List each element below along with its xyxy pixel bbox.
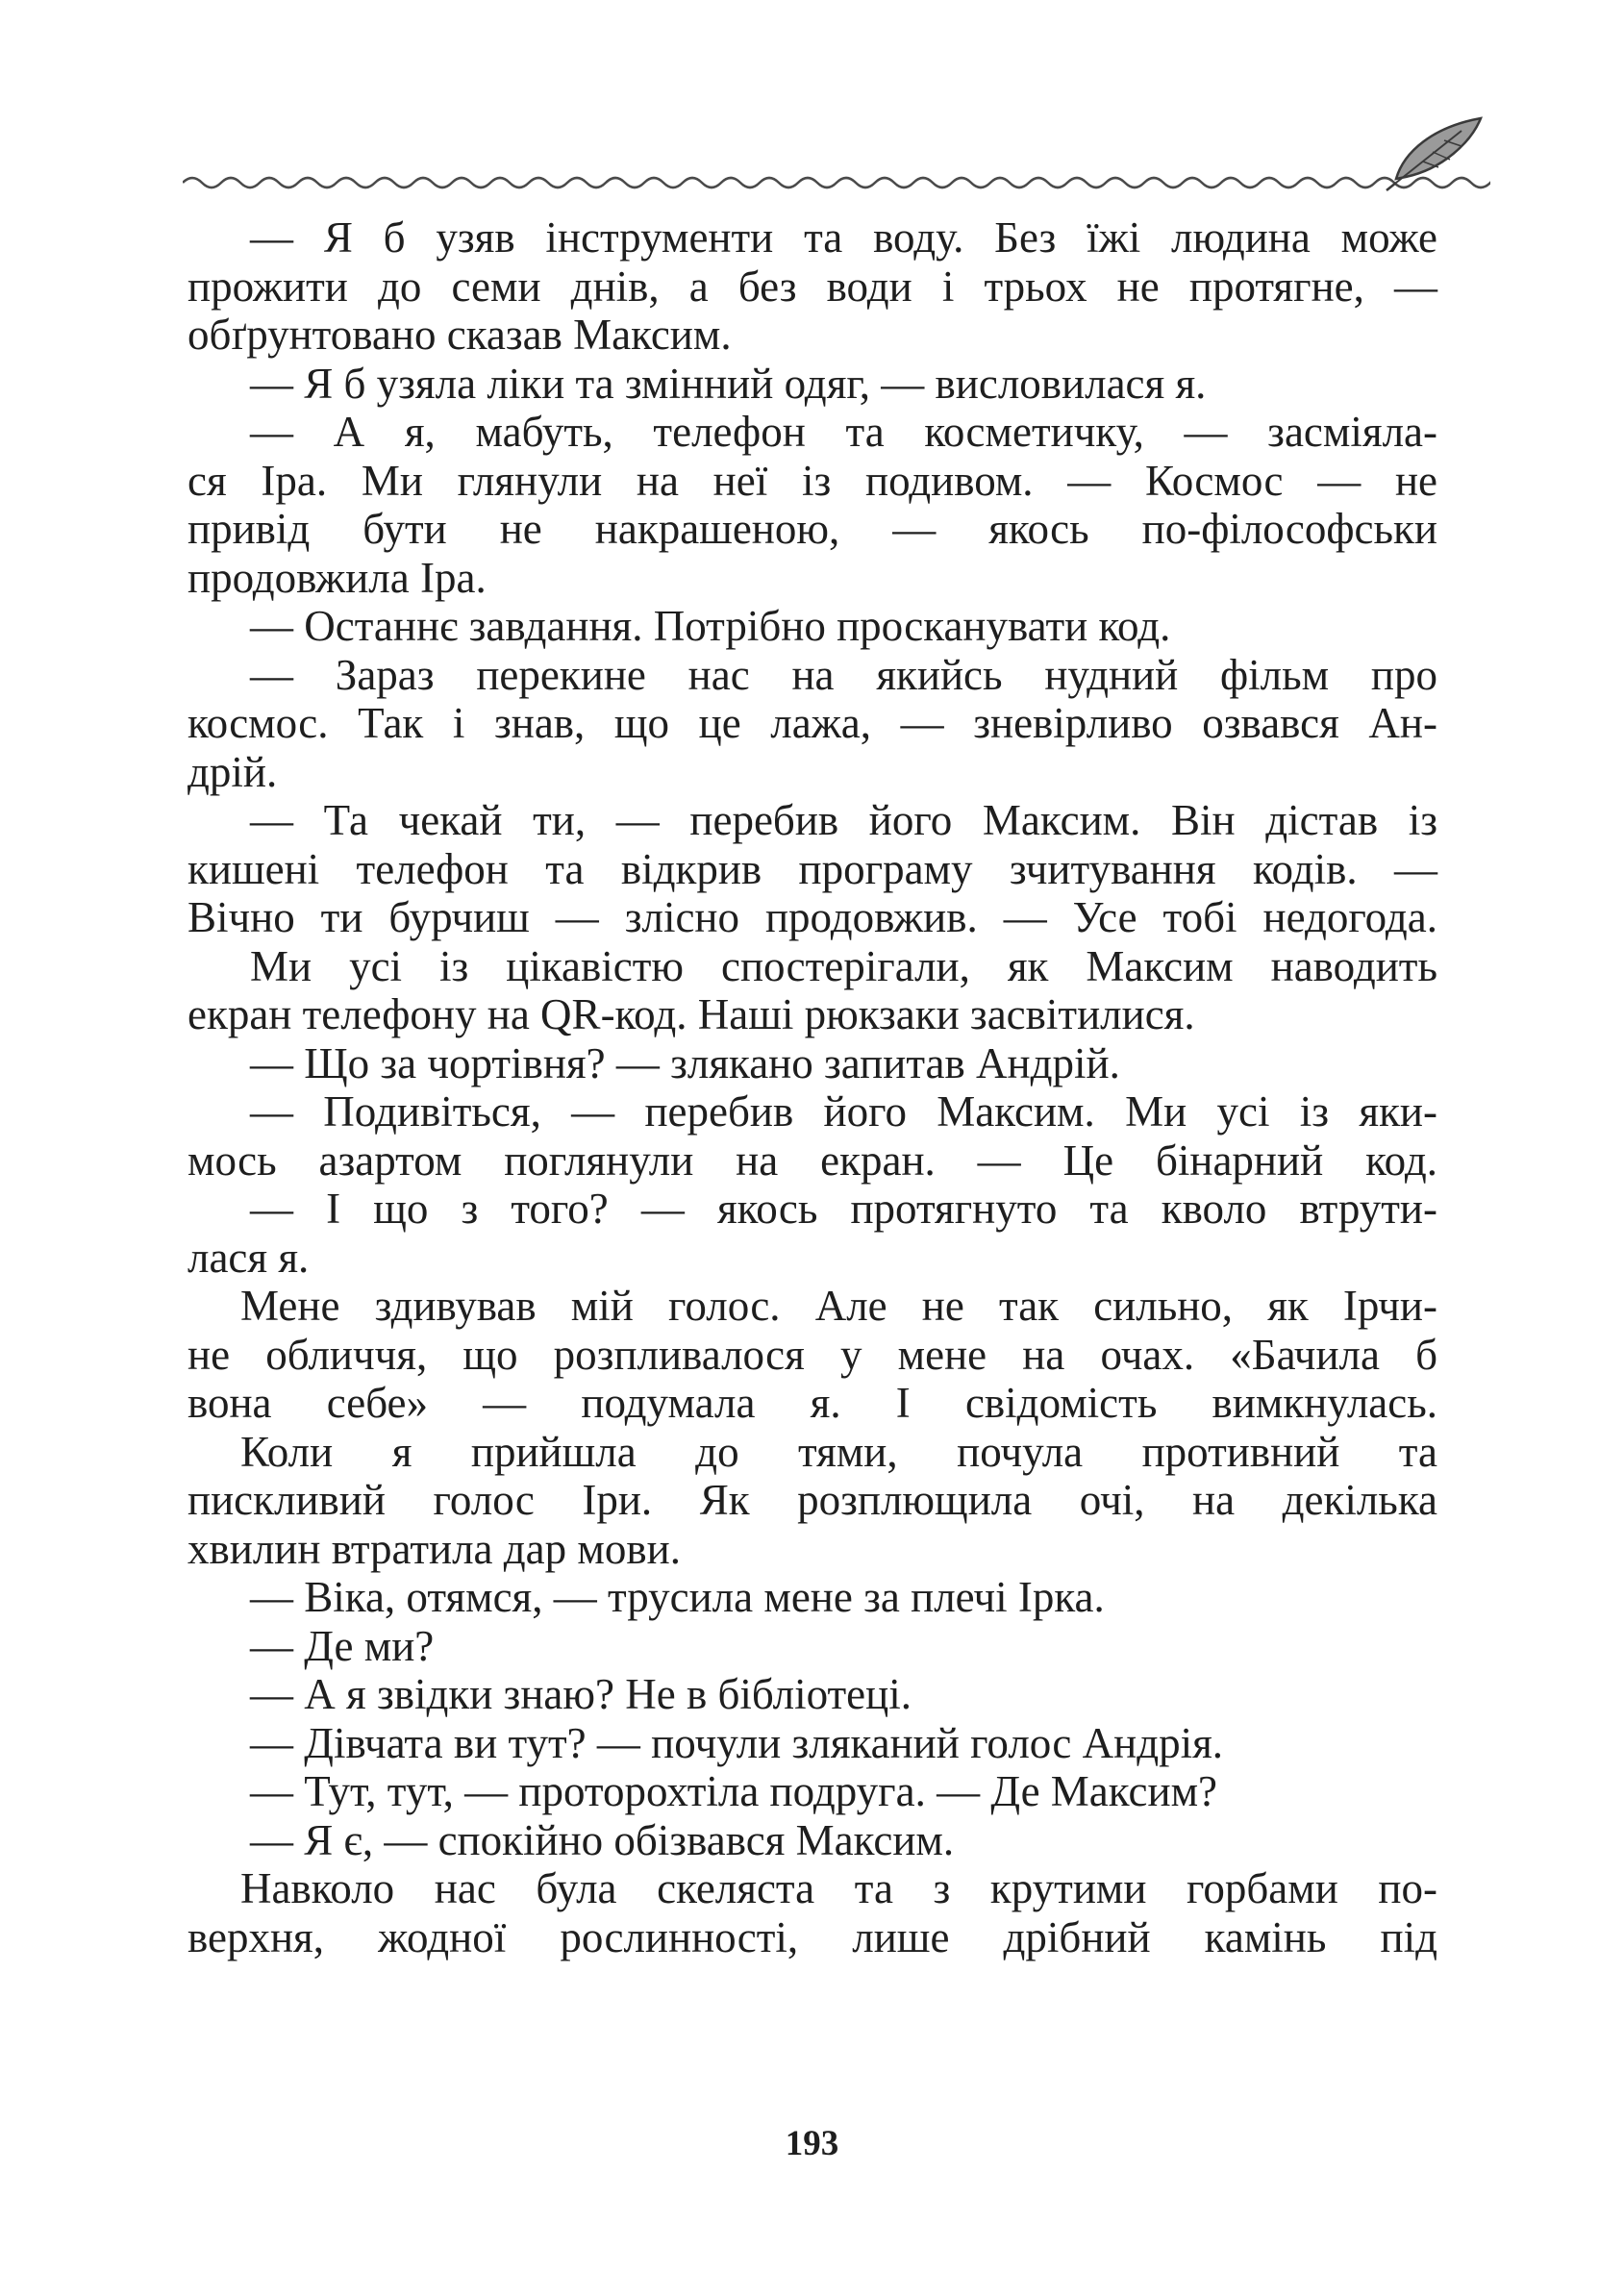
text-line: прожити до семи днів, а без води і трьох не протягне, — — [187, 262, 1437, 311]
text-line: космос. Так і знав, що це лажа, — зневірливо озвався Ан- — [187, 699, 1437, 747]
text-line: верхня, жодної рослинності, лише дрібний камінь під — [187, 1912, 1437, 1961]
wavy-line — [183, 178, 1490, 187]
text-line: мось азартом поглянули на екран. — Це бінарний код. — [187, 1136, 1437, 1185]
text-line: — Зараз перекине нас на якийсь нудний фільм про — [250, 650, 1437, 699]
text-line: продовжила Іра. — [187, 553, 487, 602]
text-line: Коли я прийшла до тями, почула противний та — [240, 1427, 1437, 1476]
text-line: пискливий голос Іри. Як розплющила очі, на декілька — [187, 1476, 1437, 1524]
text-line: привід бути не накрашеною, — якось по-філософськи — [187, 505, 1437, 553]
text-line: — А я звідки знаю? Не в бібліотеці. — [250, 1670, 912, 1718]
text-line: — Подивіться, — перебив його Максим. Ми усі із яки- — [250, 1087, 1437, 1136]
text-line: — А я, мабуть, телефон та косметичку, — засміяла- — [250, 408, 1437, 456]
text-line: — Я є, — спокійно обізвався Максим. — [250, 1815, 955, 1864]
text-line: дрій. — [187, 747, 278, 796]
body-text — [187, 213, 1437, 1961]
text-line: — Та чекай ти, — перебив його Максим. Він дістав із — [250, 796, 1437, 844]
text-line: лася я. — [187, 1233, 310, 1282]
text-line: — Віка, отямся, — трусила мене за плечі Ірка. — [250, 1573, 1105, 1621]
text-line: хвилин втратила дар мови. — [187, 1524, 681, 1573]
text-line: — Дівчата ви тут? — почули зляканий голос Андрія. — [250, 1718, 1224, 1767]
text-line: кишені телефон та відкрив програму зчитування кодів. — — [187, 844, 1437, 893]
text-line: Мене здивував мій голос. Але не так сильно, як Ірчи- — [240, 1282, 1437, 1330]
text-line: не обличчя, що розпливалося у мене на очах. «Бачила б — [187, 1330, 1437, 1379]
page-number: 193 — [785, 2124, 839, 2163]
text-line: вона себе» — подумала я. І свідомість вимкнулась. — [187, 1379, 1437, 1427]
text-line: — І що з того? — якось протягнуто та кволо втрути- — [250, 1185, 1437, 1233]
text-line: обґрунтовано сказав Максим. — [187, 311, 732, 359]
text-line: — Я б узяла ліки та змінний одяг, — висловилася я. — [250, 359, 1207, 408]
header-ornament — [183, 113, 1490, 200]
text-line: — Останнє завдання. Потрібно просканувати код. — [250, 602, 1171, 650]
text-line: — Де ми? — [250, 1621, 435, 1670]
text-line: екран телефону на QR-код. Наші рюкзаки засвітилися. — [187, 990, 1195, 1038]
text-line: — Я б узяв інструменти та воду. Без їжі людина може — [250, 213, 1437, 262]
text-line: Вічно ти бурчиш — злісно продовжив. — Усе тобі недогода. — [187, 893, 1437, 941]
text-line: ся Іра. Ми глянули на неї із подивом. — Космос — не — [187, 456, 1437, 505]
text-line: Навколо нас була скеляста та з крутими горбами по- — [240, 1864, 1437, 1912]
text-line: — Що за чортівня? — злякано запитав Андрій. — [250, 1038, 1120, 1087]
text-line: — Тут, тут, — проторохтіла подруга. — Де Максим? — [250, 1767, 1218, 1815]
text-line: Ми усі із цікавістю спостерігали, як Максим наводить — [250, 941, 1437, 990]
